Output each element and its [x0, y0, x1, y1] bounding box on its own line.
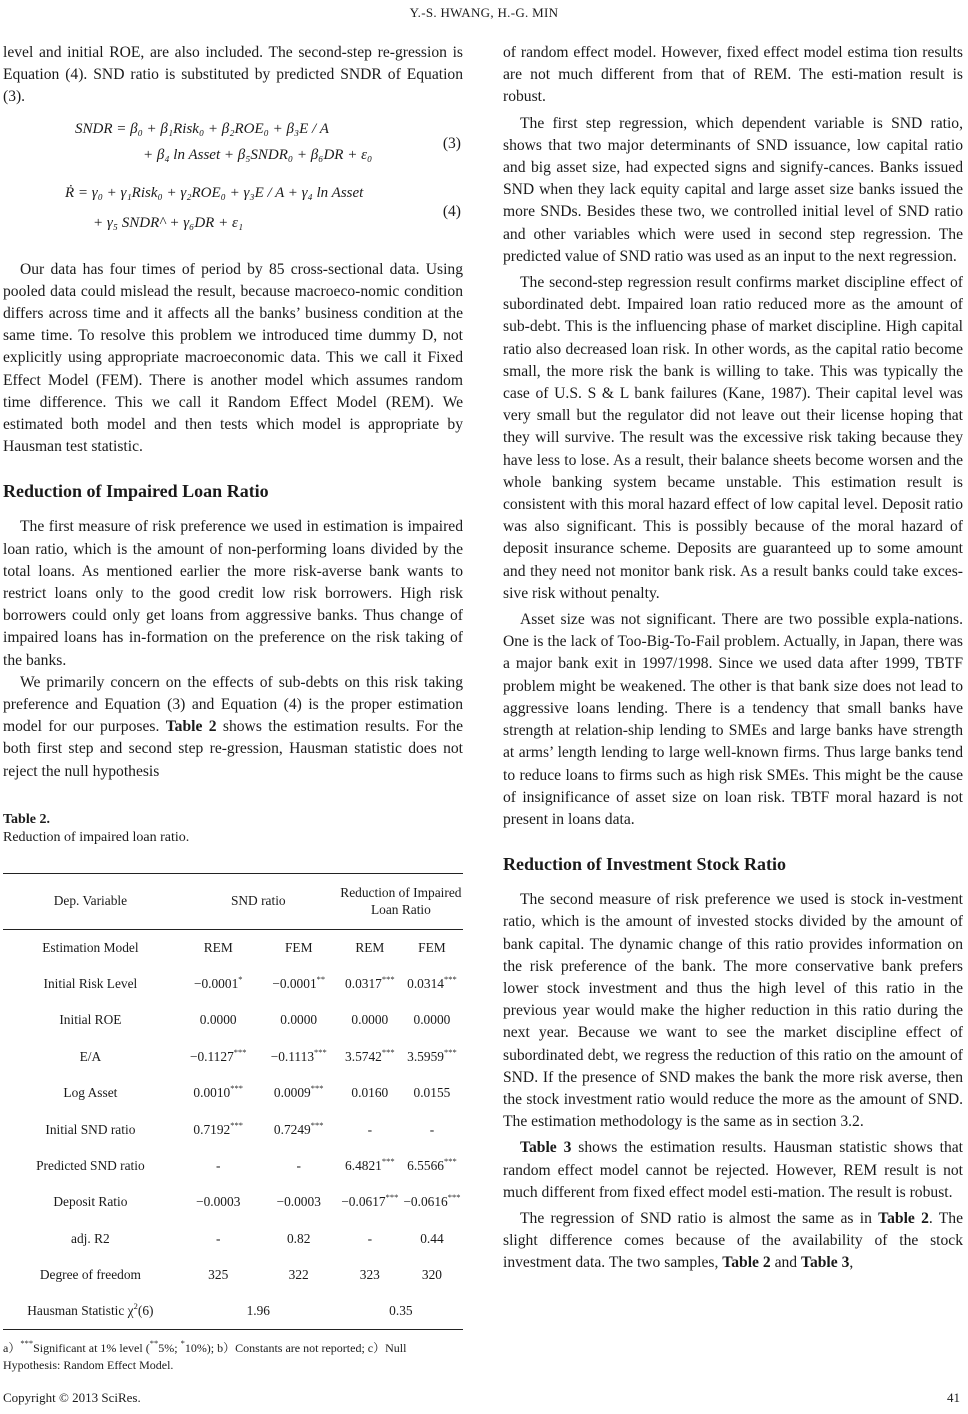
- table-cell: 6.4821***: [345, 1155, 395, 1173]
- section-heading: Reduction of Investment Stock Ratio: [503, 854, 786, 875]
- row-label: Initial ROE: [59, 1012, 122, 1028]
- equation-line: Ṙ = γ₀ + γ₁Risk₀ + γ₂ROE₀ + γ₃E / A + γ₄ ln Asset: [65, 184, 364, 201]
- table-cell: 0.0010***: [193, 1083, 243, 1101]
- table-cell: 0.0314***: [407, 973, 457, 991]
- paragraph: of random effect model. However, fixed effect model estima tion results are not much different from that of REM. The esti-mation result is robust.: [503, 44, 963, 106]
- section-heading: Reduction of Impaired Loan Ratio: [3, 481, 269, 502]
- table-cell: 1.96: [246, 1303, 270, 1319]
- table-row: [3, 1221, 463, 1257]
- table-cell: 0.7192***: [193, 1119, 243, 1137]
- equation-line: SNDR = β₀ + β₁Risk₀ + β₂ROE₀ + β₃E / A: [75, 120, 329, 137]
- table-cell: −0.0003: [196, 1194, 241, 1210]
- table-cell: −0.0003: [276, 1194, 321, 1210]
- table-cell: −0.1127***: [189, 1046, 247, 1064]
- paragraph: The second measure of risk preference we used is stock in-vestment ratio, which is the amount of invested stocks divided by the amount of bank capital. The dynamic change of this ratio provides information on the risk preference of the bank. The more conservative bank prefers lower stock investment and thus the high level of this ratio in the previous year would make the higher reduction in this ratio during the next year. Because we want to see the market discipline effect of subordinated debt, we regress the reduction of this ratio on the amount of SND. If the presence of SND makes the bank the more risk averse, then the stock investment ratio would reduce the more as the amount of SND. The estimation methodology is the same as in section 3.2.: [503, 891, 963, 1131]
- table-row-hausman: [3, 1293, 463, 1329]
- table-cell: 0.0000: [280, 1012, 318, 1028]
- table-cell: 323: [359, 1267, 380, 1283]
- equation-number: (3): [442, 134, 461, 152]
- row-label: Log Asset: [63, 1085, 118, 1101]
- table-title: Reduction of impaired loan ratio.: [3, 829, 190, 845]
- table-row: [3, 1039, 463, 1075]
- equation-4: [3, 179, 463, 245]
- table-note: a）***Significant at 1% level (**5%; *10%); b）Constants are not reported; c）Null Hypothesis: Random Effect Model.: [3, 1338, 407, 1373]
- table-cell: 6.5566***: [407, 1155, 457, 1173]
- table-cell: 0.7249***: [273, 1119, 324, 1137]
- left-column: [3, 42, 463, 1374]
- row-label: E/A: [79, 1048, 102, 1064]
- table-cell: REM: [203, 939, 233, 955]
- table-cell: -: [429, 1121, 435, 1137]
- table-cell: 322: [288, 1267, 309, 1283]
- table-cell: 0.0000: [351, 1012, 389, 1028]
- running-head: Y.-S. HWANG, H.-G. MIN: [409, 5, 559, 20]
- row-label: adj. R2: [71, 1230, 110, 1246]
- table-cell: -: [367, 1230, 373, 1246]
- table-cell: 325: [208, 1267, 229, 1283]
- table-row: [3, 1148, 463, 1184]
- header-dep-variable: Dep. Variable: [53, 893, 128, 909]
- footer: [3, 1390, 963, 1406]
- table-cell: FEM: [418, 939, 446, 955]
- equation-3: [3, 117, 463, 175]
- equation-line: + β₄ ln Asset + β₅SNDR₀ + β₆DR + ε₀: [143, 146, 373, 163]
- table-cell: 0.0000: [199, 1012, 237, 1028]
- paragraph: Our data has four times of period by 85 cross-sectional data. Using pooled data could mislead the result, because macroeco-nomic condition differs across time and it affects all the banks’ business condition at the same time. To resolve this problem we introduced time dummy D, not explicitly using appropriate macroeconomic data. This we call it Fixed Effect Model (FEM). There is another model which assumes random time difference. This we call it Random Effect Model (REM). We estimated both model and then tests which model is appropriate by Hausman test statistic.: [3, 260, 463, 456]
- table-cell: 0.35: [389, 1303, 413, 1319]
- table-cell: -: [215, 1157, 221, 1173]
- table-row: [3, 1257, 463, 1293]
- row-label: Initial SND ratio: [45, 1121, 136, 1137]
- paragraph: [3, 672, 463, 783]
- page-number: 41: [947, 1390, 960, 1405]
- table-row: [3, 929, 463, 965]
- table-cell: 0.44: [420, 1230, 444, 1246]
- equation-number: (4): [442, 202, 461, 220]
- results-table: [3, 873, 463, 1330]
- table-cell: −0.0616***: [403, 1192, 461, 1210]
- table-row: [3, 1075, 463, 1111]
- table-cell: 0.0000: [413, 1012, 451, 1028]
- table-cell: −0.0617***: [341, 1192, 399, 1210]
- table-ref: Table 2: [165, 718, 217, 736]
- table-label: Table 2.: [3, 811, 50, 827]
- row-label: Degree of freedom: [39, 1267, 141, 1283]
- row-label: Hausman Statistic $\chi^2(6)$: [27, 1301, 154, 1319]
- table-ref: Table 3: [800, 1254, 850, 1272]
- table-cell: -: [215, 1230, 221, 1246]
- table-row: [3, 1111, 463, 1147]
- table-cell: 0.0160: [351, 1085, 389, 1101]
- text-run: shows the estimation results. Hausman statistic shows that random effect model cannot be rejected. However, REM result is not much different from fixed effect model esti-mation. The result is robust.: [503, 1139, 964, 1201]
- table-cell: -: [296, 1157, 301, 1173]
- table-caption: [3, 811, 463, 847]
- table-row: [3, 1184, 463, 1220]
- table-cell: 0.0155: [413, 1085, 451, 1101]
- table-cell: 0.82: [286, 1230, 311, 1246]
- table-cell: −0.1113***: [270, 1046, 327, 1064]
- table-cell: 0.0317***: [345, 973, 395, 991]
- table-row: [3, 966, 463, 1002]
- table-cell: 3.5959***: [407, 1046, 457, 1064]
- row-label: Deposit Ratio: [53, 1194, 128, 1210]
- table-ref: Table 3: [520, 1139, 572, 1157]
- table-cell: 0.0009***: [273, 1083, 324, 1101]
- table-ref: Table 2: [722, 1254, 771, 1272]
- table-ref: Table 2: [878, 1209, 929, 1227]
- paragraph: Asset size was not significant. There are two possible expla-nations. One is the lack of Too-Big-To-Fail problem. Actually, in Japan, there was a major bank exit in 1997/1998. Since we used data after 1999, TBTF problem might be weakened. The other is that bank size does not lead to aggressive loans lending. There is a tendency that small banks have strength at relation-ship lending to SMEs and large banks have strength at arms’ length lending to large well-known firms. Thus large banks tend to reduce loans to firms such as high risk SMEs. This might be the cause of insignificance of asset size on loan risk. TBTF moral hazard is not present in loans data.: [503, 611, 963, 828]
- paragraph: level and initial ROE, are also included. The second-step re-gression is Equation (4). SND ratio is substituted by predicted SNDR of Equation (3).: [3, 44, 463, 106]
- table-cell: -: [367, 1121, 373, 1137]
- header-snd-ratio: SND ratio: [230, 893, 286, 909]
- table-cell: 320: [421, 1267, 442, 1283]
- text-run: We primarily concern on the effects of sub-debts on this risk taking preference and Equation (3) and Equation (4) is the proper estimation model for our purposes.: [3, 673, 463, 736]
- table-cell: −0.0001**: [272, 973, 326, 991]
- table-cell: REM: [355, 939, 385, 955]
- paragraph: The second-step regression result confirms market discipline effect of subordinated debt. Impaired loan ratio reduced more as the amount of sub-debt. This is the influencing phase of market discipline. High capital ratio also decreased loan risk. In other words, as the capital ratio become small, the more risk the bank is willing to take. This was typically the case of U.S. S & L bank failures (Kane, 1987). Their capital level was very small but the regulator did not leave out their license hoping that they will survive. The result was the excessive risk taking because they have less to lose. As a result, their balance sheets become worsen and the whole banking system became unstable. This estimation result is consistent with this moral hazard effect of low capital level. Deposit ratio was also significant. This is possibly because of the moral hazard of deposit insurance scheme. Deposits are guaranteed up to some amount and they need not monitor bank risk. As a result banks could take exces-sive risk without penalty.: [503, 274, 963, 602]
- table-row: [3, 1002, 463, 1038]
- header-reduction: Reduction of Impaired Loan Ratio: [340, 885, 462, 918]
- table-cell: 3.5742***: [345, 1046, 395, 1064]
- paragraph: The first step regression, which dependent variable is SND ratio, shows that two major determinants of SND issuance, low capital ratio and big asset size, had expected signs and signify-cances. Banks issued SND when they lack equity capital and large asset size banks issued the more SNDs. Besides these two, we controlled initial level of SND ratio and other variables which were used in second step regression. The predicted value of SND ratio was used as an input to the next regression.: [503, 114, 963, 265]
- paragraph: The first measure of risk preference we used in estimation is impaired loan ratio, which is the amount of non-performing loans divided by the total loans. As mentioned earlier the more risk-averse bank wants to restrict loans only to the good credit low risk borrowers. High risk borrowers could only get loans from aggressive banks. Thus change of impaired loans has in-formation on the preference on the risk taking of the banks.: [3, 518, 463, 669]
- paragraph: [503, 1137, 963, 1204]
- text-run: shows the estimation results. For the both first step and second step re-gression, Hausman statistic does not reject the null hypothesis: [3, 718, 463, 780]
- table-cell: −0.0001*: [193, 973, 243, 991]
- table-cell: FEM: [284, 939, 313, 955]
- row-label: Initial Risk Level: [43, 975, 138, 991]
- right-column: [503, 42, 963, 1275]
- row-label: Predicted SND ratio: [36, 1157, 145, 1173]
- row-label: Estimation Model: [42, 939, 139, 955]
- paragraph: The regression of SND ratio is almost the same as in Table 2. The slight difference comes because of the availability of the stock investment data. The two samples, Table 2 and Table 3,: [503, 1209, 963, 1272]
- copyright: Copyright © 2013 SciRes.: [3, 1390, 141, 1405]
- equation-line: + γ₅ SNDR^ + γ₆DR + ε₁: [93, 214, 244, 231]
